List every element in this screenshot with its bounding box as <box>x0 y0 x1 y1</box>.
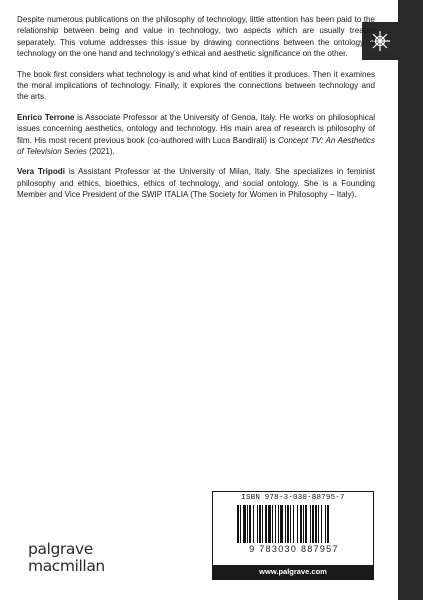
author-name: Vera Tripodi <box>17 167 65 177</box>
author-name: Enrico Terrone <box>17 112 75 122</box>
publisher-url: www.palgrave.com <box>213 565 373 579</box>
description-paragraph-2: The book first considers what technology is and what kind of entities it produces. Then it examines the moral implications of technology. Finally, it explores the connections between technology and the arts. <box>17 69 375 102</box>
book-title: Concept TV: An Aesthetics of Television Series <box>17 135 375 157</box>
author-bio-text: is Associate Professor at the University of Genoa, Italy. He works on philosophical issues concerning aesthetics, ontology and technology. His main area of research is philosophy of film. His most recent previous book (co-authored with Luca Bandirali) is <box>17 112 375 145</box>
barcode-digits: 9 783030 887957 <box>249 544 339 554</box>
book-spine <box>398 0 423 600</box>
author-bio-text: (2021). <box>86 147 115 157</box>
barcode-icon <box>237 505 357 543</box>
isbn-label: ISBN 978-3-030-88795-7 <box>241 494 345 502</box>
back-cover-text <box>17 14 375 210</box>
description-paragraph-1: Despite numerous publications on the philosophy of technology, little attention has been paid to the relationship between being and value in technology, two aspects which are usually treated separately. This volume addresses this issue by drawing connections between the ontology of technology on the one hand and technology’s ethical and aesthetic significance on the other. <box>17 15 375 59</box>
publisher-logo <box>28 541 105 575</box>
publisher-name-line2: macmillan <box>28 557 105 575</box>
publisher-name-line1: palgrave <box>28 540 93 558</box>
author-bio-text: is Assistant Professor at the University of Milan, Italy. She specializes in feminist philosophy and ethics, bioethics, ethics of technology, and social ontology. She is a Founding Member and Vice President of the SWIP ITALIA (The Society for Women in Philosophy – Italy). <box>17 167 375 200</box>
isbn-barcode-box <box>212 491 374 580</box>
author-bio-tripodi <box>17 166 375 200</box>
author-bio-terrone <box>17 112 375 158</box>
